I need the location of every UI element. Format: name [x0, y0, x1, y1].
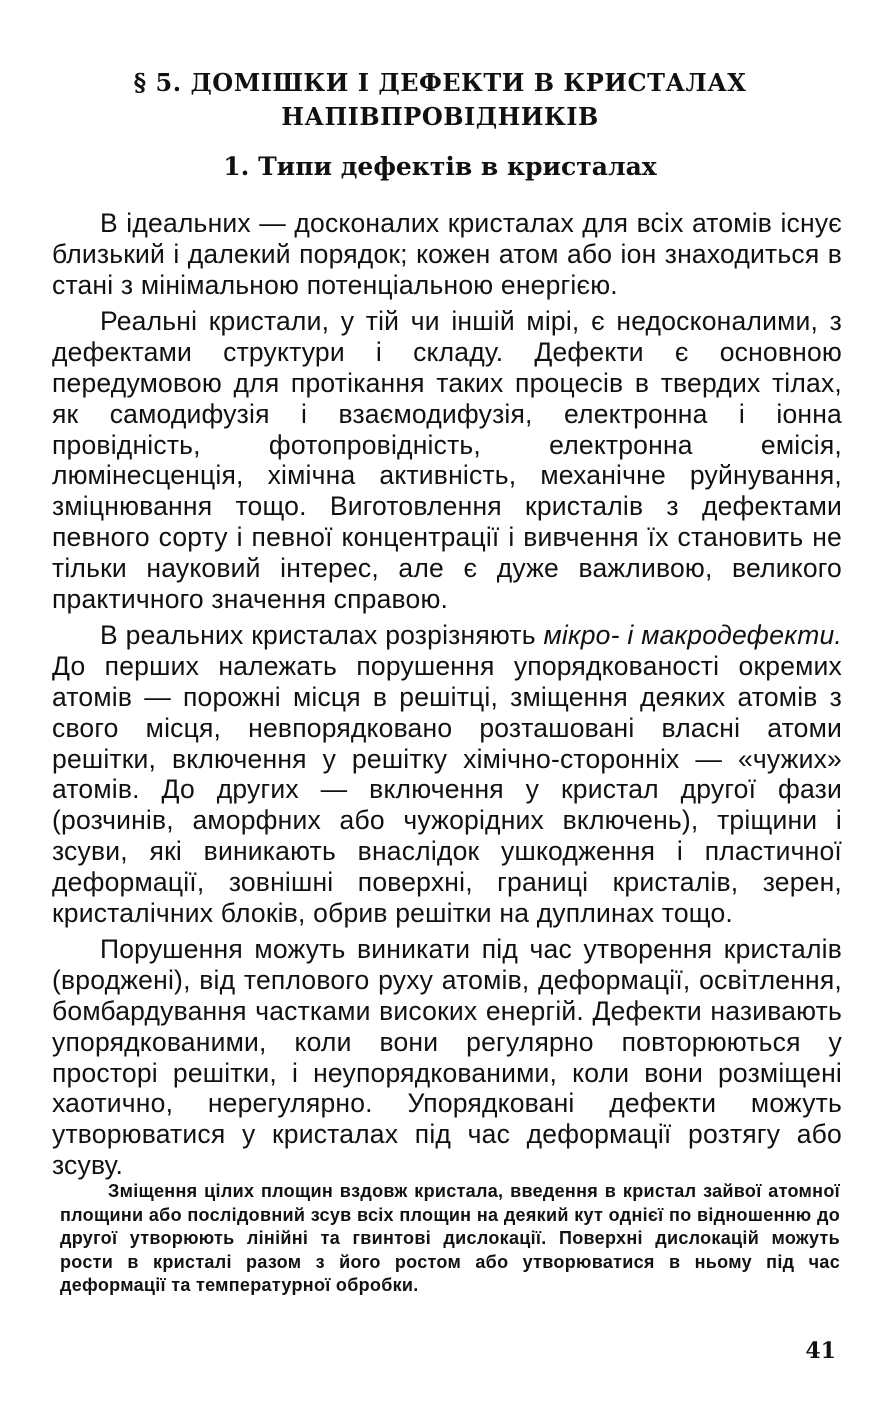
page-number: 41: [805, 1338, 836, 1364]
paragraph-3-italic-term: мікро- і макродефекти.: [543, 620, 842, 651]
paragraph-2: Реальні кристали, у тій чи іншій мірі, є недосконалими, з дефектами структури і складу. Дефекти є основною передумовою для протікання таких процесів в твердих тілах, як самодифузія і взаємодифузія, електронна і іонна провідність, фотопровідність, електронна емісія, люмінесценція, хімічна активність, механічне руйнування, зміцнювання тощо. Виготовлення кристалів з дефектами певного сорту і певної концентрації і вивчення їх становить не тільки науковий інтерес, але є дуже важливою, великого практичного значення справою.: [52, 306, 842, 614]
paragraph-3: [52, 620, 842, 928]
subheading: 1. Типи дефектів в кристалах: [223, 152, 657, 181]
section-heading: [60, 66, 820, 134]
section-heading-line-2: НАПІВПРОВІДНИКІВ: [281, 102, 599, 131]
paragraph-3-start: В реальних кристалах розрізняють: [100, 620, 544, 651]
main-text: [52, 208, 842, 1187]
paragraph-4: Порушення можуть виникати під час утворення кристалів (вроджені), від теплового руху атомів, деформації, освітлення, бомбардування частками високих енергій. Дефекти називають упорядкованими, коли вони регулярно повторюються у просторі решітки, і неупорядкованими, коли вони розміщені хаотично, нерегулярно. Упорядковані дефекти можуть утворюватися у кристалах під час деформації розтягу або зсуву.: [52, 934, 842, 1180]
section-heading-line-1: § 5. ДОМІШКИ І ДЕФЕКТИ В КРИСТАЛАХ: [133, 68, 747, 97]
paragraph-3-rest: До перших належать порушення упорядкованості окремих атомів — порожні місця в решітці, зміщення деяких атомів з свого місця, невпорядковано розташовані власні атоми решітки, включення у решітку хімічно-сторонніх — «чужих» атомів. До других — включення у кристал другої фази (розчинів, аморфних або чужорідних включень), тріщини і зсуви, які виникають внаслідок ушкодження і пластичної деформації, зовнішні поверхні, границі кристалів, зерен, кристалічних блоків, обрив решітки на дуплинах тощо.: [52, 651, 842, 928]
paragraph-1: В ідеальних — досконалих кристалах для всіх атомів існує близький і далекий порядок; кожен атом або іон знаходиться в стані з мінімальною потенціальною енергією.: [52, 208, 842, 300]
small-print-note: Зміщення цілих площин вздовж кристала, введення в кристал зайвої атомної площини або послідовний зсув всіх площин на деякий кут однієї по відношенню до другої утворюють лінійні та гвинтові дислокації. Поверхні дислокацій можуть рости в кристалі разом з його ростом або утворюватися в ньому під час деформації та температурної обробки.: [60, 1181, 840, 1295]
